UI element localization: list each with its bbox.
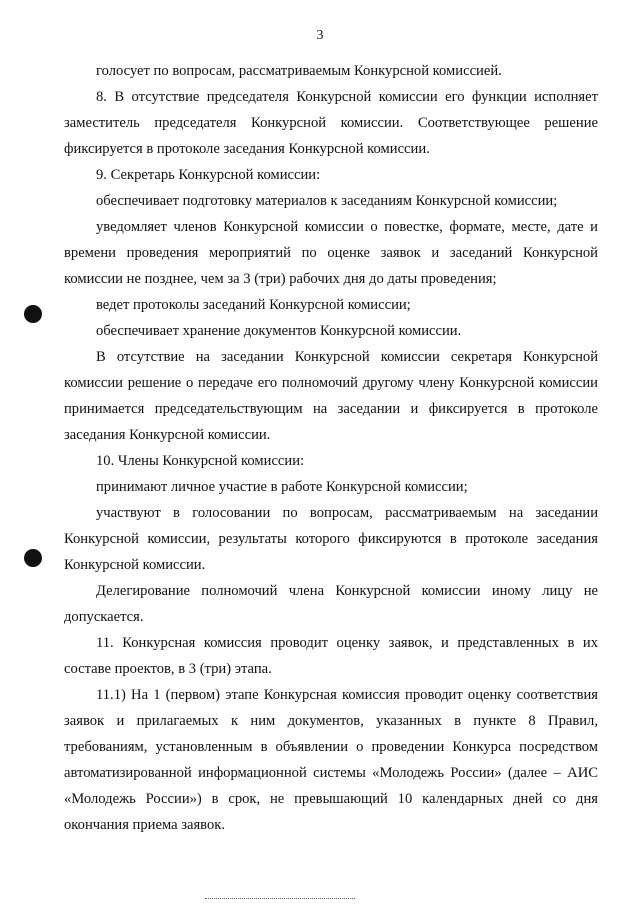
- document-body: [64, 58, 598, 838]
- punch-hole: [24, 305, 42, 323]
- punch-hole: [24, 549, 42, 567]
- paragraph-secretary-duty-4: обеспечивает хранение документов Конкурсной комиссии.: [96, 323, 462, 339]
- paragraph-member-duty-1: принимают личное участие в работе Конкурсной комиссии;: [96, 479, 468, 495]
- paragraph-secretary-absence: В отсутствие на заседании Конкурсной комиссии секретаря Конкурсной комиссии решение о передаче его полномочий другому члену Конкурсной комиссии принимается председательствующим на заседании и фиксируется в протоколе заседания Конкурсной комиссии.: [64, 349, 598, 443]
- paragraph-secretary-duty-2: уведомляет членов Конкурсной комиссии о повестке, формате, месте, дате и времени проведения мероприятий по оценке заявок и заседаний Конкурсной комиссии не позднее, чем за 3 (три) рабочих дня до даты проведения;: [64, 219, 598, 287]
- scan-edge-mark: [205, 898, 355, 900]
- paragraph-secretary-duty-1: обеспечивает подготовку материалов к заседаниям Конкурсной комиссии;: [96, 193, 558, 209]
- paragraph-item-11-1: 11.1) На 1 (первом) этапе Конкурсная комиссия проводит оценку соответствия заявок и прилагаемых к ним документов, указанных в пункте 8 Правил, требованиям, установленным в объявлении о проведении Конкурса посредством автоматизированной информационной системы «Молодежь России» (далее – АИС «Молодежь России») в срок, не превышающий 10 календарных дней со дня окончания приема заявок.: [64, 687, 598, 833]
- paragraph-member-duty-2: участвуют в голосовании по вопросам, рассматриваемым на заседании Конкурсной комиссии, результаты которого фиксируются в протоколе заседания Конкурсной комиссии.: [64, 505, 598, 573]
- paragraph-item-9-heading: 9. Секретарь Конкурсной комиссии:: [96, 167, 321, 183]
- paragraph-secretary-duty-3: ведет протоколы заседаний Конкурсной комиссии;: [96, 297, 411, 313]
- paragraph-item-10-heading: 10. Члены Конкурсной комиссии:: [96, 453, 305, 469]
- paragraph-item-8: 8. В отсутствие председателя Конкурсной комиссии его функции исполняет заместитель председателя Конкурсной комиссии. Соответствующее решение фиксируется в протоколе заседания Конкурсной комиссии.: [64, 89, 598, 157]
- page-number: 3: [316, 28, 324, 43]
- paragraph-item-11: 11. Конкурсная комиссия проводит оценку заявок, и представленных в их составе проектов, в 3 (три) этапа.: [64, 635, 598, 677]
- paragraph-continuation: голосует по вопросам, рассматриваемым Конкурсной комиссией.: [96, 63, 502, 79]
- paragraph-delegation: Делегирование полномочий члена Конкурсной комиссии иному лицу не допускается.: [64, 583, 598, 625]
